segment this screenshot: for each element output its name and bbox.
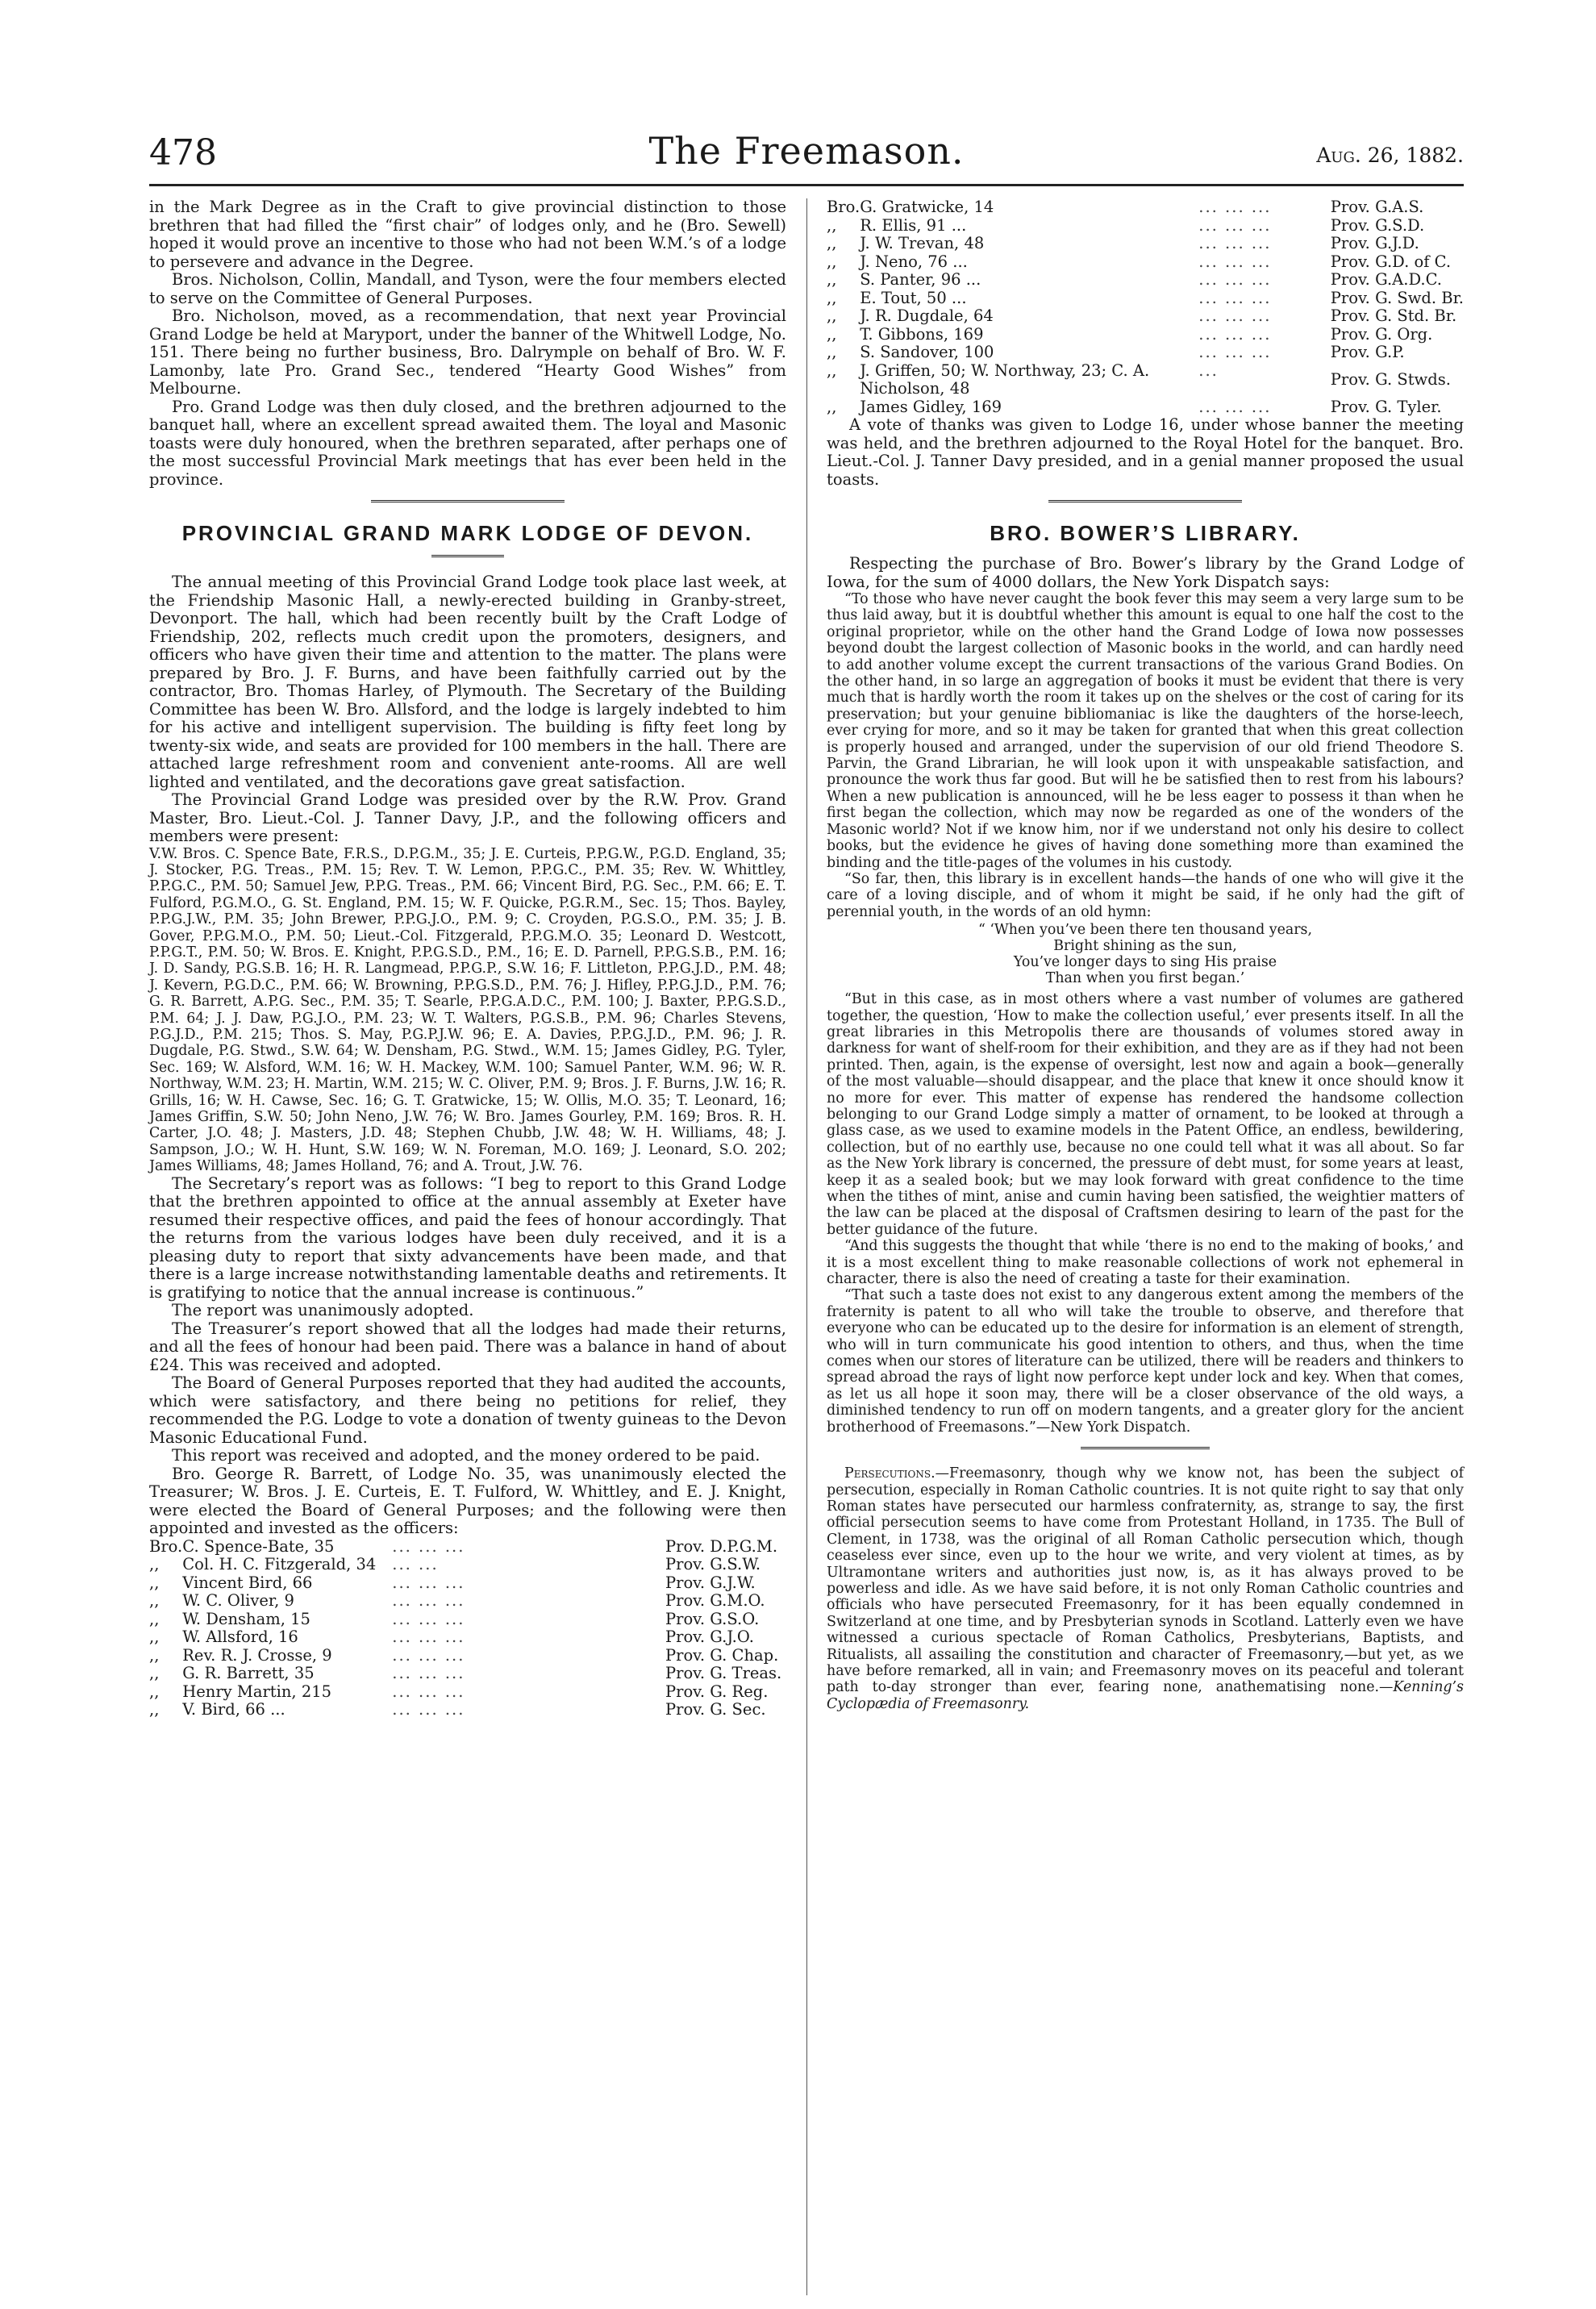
officer-rank: Prov. G.J.D. xyxy=(1330,234,1419,252)
leader-dots: ... ... ... xyxy=(1198,215,1272,235)
officer-prefix: ,, xyxy=(149,1609,160,1628)
officers-table-right xyxy=(827,198,1464,416)
officers-table-left xyxy=(149,1538,786,1719)
leader-dots: ... ... ... xyxy=(392,1645,465,1665)
leader-dots: ... ... ... xyxy=(1198,288,1272,307)
leader-dots: ... ... ... xyxy=(1198,306,1272,325)
officer-row xyxy=(149,1647,786,1665)
officer-rank: Prov. G.J.W. xyxy=(665,1573,756,1592)
persecutions-source: Kenning’s Cyclopædia of Freemasonry. xyxy=(827,1679,1464,1712)
persecutions-lead: Persecutions. xyxy=(844,1465,936,1482)
heading-underline xyxy=(431,555,504,561)
officer-rank: Prov. G.S.O. xyxy=(665,1609,760,1628)
report-adopted: The report was unanimously adopted. xyxy=(172,1301,474,1320)
officer-prefix: ,, xyxy=(827,252,837,271)
officer-row xyxy=(149,1611,786,1629)
officer-name: T. Gibbons, 169 xyxy=(860,324,984,344)
vote-of-thanks: A vote of thanks was given to Lodge 16, under whose banner the meeting was held, and the brethren adjourned to the Royal Hotel for the banquet. Bro. Lieut.-Col. J. Tanner Davy presided, and in a genial manner proposed the usual toasts. xyxy=(827,415,1464,489)
officer-prefix: ,, xyxy=(149,1645,160,1665)
officer-rank: Prov. G. Treas. xyxy=(665,1664,782,1683)
leader-dots: ... ... ... xyxy=(1198,234,1272,252)
officer-rank: Prov. G.J.O. xyxy=(665,1628,754,1647)
right-column xyxy=(827,198,1464,1712)
officer-prefix: Bro. xyxy=(149,1536,183,1556)
devon-paragraph-2: The Provincial Grand Lodge was presided over by the R.W. Prov. Grand Master, Bro. Lieut.-Col. J. Tanner Davy, J.P., and the following officers and members were present: xyxy=(149,790,786,845)
library-quote-4: “And this suggests the thought that while ‘there is no end to the making of books,’ and it is a most excellent thing to make reasonable collections of work not ephemeral in character, there is also the need of creating a taste for their examination. xyxy=(827,1238,1464,1288)
officer-prefix: ,, xyxy=(149,1700,160,1719)
section-separator xyxy=(371,500,565,506)
officer-name: E. Tout, 50 ... xyxy=(860,288,967,307)
officer-row xyxy=(149,1556,786,1574)
leader-dots: ... ... ... xyxy=(1198,397,1272,416)
page-number: 478 xyxy=(149,132,217,173)
officer-prefix: ,, xyxy=(149,1664,160,1683)
officer-row xyxy=(827,344,1464,362)
hymn-line: Than when you first began.’ xyxy=(1045,970,1245,987)
leader-dots: ... ... ... xyxy=(392,1536,465,1556)
officer-row xyxy=(149,1574,786,1593)
officer-name: Henry Martin, 215 xyxy=(182,1682,332,1701)
persecutions-text: —Freemasonry, though why we know not, has been the subject of persecution, especially in Roman Catholic countries. It is not quite right to say that only Roman states have persecuted our harmless confraternity, as, strange to say, the first official persecution seems to have come from Protestant Holland, in 1735. The Bull of Clement, in 1738, was the original of all Roman Catholic persecution which, though ceaseless ever since, even up to the hour we write, and very violent at times, as by Ultramontane writers and authorities just now, is, as it has always proved to be powerless and idle. As we have said before, it is not only Roman Catholic countries and officials who have persecuted Freemasonry, for it has been equally condemned in Switzerland at one time, and by Presbyterian synods in Scotland. Latterly even we have witnessed a curious spectacle of Roman Catholics, Presbyterians, Baptists, and Ritualists, all assailing the constitution and character of Freemasonry,—but yet, as we have before remarked, all in vain; and Freemasonry moves on its peaceful and tolerant path to-day stronger than ever, fearing none, anathematising none.— xyxy=(827,1465,1464,1696)
leader-dots: ... ... ... xyxy=(392,1682,465,1701)
devon-paragraph-1: The annual meeting of this Provincial Grand Lodge took place last week, at the Friendship Masonic Hall, a newly-erected building in Granby-street, Devonport. The hall, which had been recently built by the Craft Lodge of Friendship, 202, reflects much credit upon the promoters, designers, and officers who have given their time and attention to the matter. The plans were prepared by Bro. J. F. Burns, and have been faithfully carried out by the contractor, Bro. Thomas Harley, of Plymouth. The Secretary of the Building Committee has been W. Bro. Allsford, and the lodge is largely indebted to him for his active and intelligent supervision. The building is fifty feet long by twenty-six wide, and seats are provided for 100 members in the hall. There are attached large refreshment room and convenient ante-rooms. All are well lighted and ventilated, and the decorations gave great satisfaction. xyxy=(149,573,786,791)
officer-name: James Gidley, 169 xyxy=(860,397,1002,416)
leader-dots: ... ... ... xyxy=(1198,324,1272,344)
officer-row xyxy=(827,235,1464,253)
officer-row xyxy=(149,1665,786,1683)
officer-row xyxy=(827,362,1464,398)
leader-dots: ... ... ... xyxy=(392,1628,465,1647)
officer-row xyxy=(149,1538,786,1557)
officer-name: W. Densham, 15 xyxy=(182,1609,310,1628)
leader-dots: ... ... ... xyxy=(392,1591,465,1611)
officer-name: C. Spence-Bate, 35 xyxy=(182,1536,335,1556)
leader-dots: ... ... ... xyxy=(1198,252,1272,271)
officer-prefix: Bro. xyxy=(827,198,861,216)
hymn-verse xyxy=(827,922,1464,986)
officer-prefix: ,, xyxy=(827,270,837,289)
hymn-line: Bright shining as the sun, xyxy=(1053,938,1237,955)
issue-date: Aug. 26, 1882. xyxy=(1316,144,1464,167)
leader-dots: ... ... xyxy=(392,1555,439,1574)
officer-name: G. R. Barrett, 35 xyxy=(182,1664,315,1683)
officer-name: W. C. Oliver, 9 xyxy=(182,1591,294,1611)
members-present-list: V.W. Bros. C. Spence Bate, F.R.S., D.P.G.M., 35; J. E. Curteis, P.P.G.W., P.G.D. England, 35; J. Stocker, P.G. Treas., P.M. 15; Rev. T. W. Lemon, P.P.G.C., P.M. 35; Rev. W. Whittley, P.P.G.C., P.M. 50; Samuel Jew, P.P.G. Treas., P.M. 66; Vincent Bird, P.G. Sec., P.M. 66; E. T. Fulford, P.G.M.O., G. St. England, P.M. 15; W. F. Quicke, P.G.R.M., Sec. 15; Thos. Bayley, P.P.G.J.W., P.M. 35; John Brewer, P.P.G.J.O., P.M. 9; C. Croyden, P.G.S.O., P.M. 35; J. B. Gover, P.P.G.M.O., P.M. 50; Lieut.-Col. Fitzgerald, P.P.G.M.O. 35; Leonard D. Westcott, P.P.G.T., P.M. 50; W. Bros. E. Knight, P.P.G.S.D., P.M., 16; E. D. Parnell, P.P.G.S.B., P.M. 16; J. D. Sandy, P.G.S.B. 16; H. R. Langmead, P.P.G.P., S.W. 16; F. Littleton, P.P.G.J.D., P.M. 48; J. Kevern, P.G.D.C., P.M. 66; W. Browning, P.P.G.S.D., P.M. 76; J. Hifley, P.P.G.J.D., P.M. 76; G. R. Barrett, A.P.G. Sec., P.M. 35; T. Searle, P.P.G.A.D.C., P.M. 100; J. Baxter, P.P.G.S.D., P.M. 64; J. J. Daw, P.G.J.O., P.M. 23; W. T. Walters, P.G.S.B., P.M. 96; Charles Stevens, P.G.J.D., P.M. 215; Thos. S. May, P.G.P.J.W. 96; E. A. Davies, P.P.G.J.D., P.M. 96; J. R. Dugdale, P.G. Stwd., S.W. 64; W. Densham, P.G. Stwd., W.M. 15; James Gidley, P.G. Tyler, Sec. 169; W. Alsford, W.M. 16; W. H. Mackey, W.M. 100; Samuel Panter, W.M. 96; W. R. Northway, W.M. 23; H. Martin, W.M. 215; W. C. Oliver, P.M. 9; Bros. J. F. Burns, J.W. 16; R. Grills, 16; W. H. Cawse, Sec. 16; G. T. Gratwicke, 15; W. Ollis, M.O. 35; T. Leonard, 16; James Griffin, S.W. 50; John Neno, J.W. 76; W. Bro. James Gourley, P.M. 169; Bros. R. H. Carter, J.O. 48; J. Masters, J.D. 48; Stephen Chubb, J.W. 48; W. H. Williams, 48; J. Sampson, J.O.; W. H. Hunt, S.W. 169; W. N. Foreman, M.O. 169; J. Leonard, S.O. 202; James Williams, 48; James Holland, 76; and A. Trout, J.W. 76. xyxy=(149,845,786,1175)
devon-heading: PROVINCIAL GRAND MARK LODGE OF DEVON. xyxy=(181,521,754,545)
intro-paragraph-1: in the Mark Degree as in the Craft to give provincial distinction to those brethren that had filled the “first chair” of lodges only, and he (Bro. Sewell) hoped it would prove an incentive to those who had not been W.M.’s of a lodge to persevere and advance in the Degree. xyxy=(149,198,786,271)
leader-dots: ... ... ... xyxy=(392,1609,465,1628)
newspaper-page xyxy=(149,121,1464,2282)
officer-row xyxy=(827,326,1464,344)
officer-prefix: ,, xyxy=(149,1573,160,1592)
officer-rank: Prov. G.S.D. xyxy=(1330,215,1425,235)
column-divider xyxy=(806,198,807,2295)
officers-elected: Bro. George R. Barrett, of Lodge No. 35, was unanimously elected the Treasurer; W. Bros. J. E. Curteis, E. T. Fulford, W. Whittley, and E. J. Knight, were elected the Board of General Purposes; and the following were then appointed and invested as the officers: xyxy=(149,1464,786,1538)
officer-rank: Prov. G.P. xyxy=(1330,343,1405,361)
officer-rank: Prov. G.M.O. xyxy=(665,1591,765,1611)
officer-row xyxy=(149,1683,786,1702)
library-quote-2: “So far, then, this library is in excellent hands—the hands of one who will give it the care of a loving disciple, and of whom it might be said, if he only had the gift of perennial youth, in the words of an old hymn: xyxy=(827,870,1464,920)
leader-dots: ... xyxy=(1198,361,1219,380)
officer-row xyxy=(149,1628,786,1647)
officer-rank: Prov. G.D. of C. xyxy=(1330,252,1452,271)
officer-name: Col. H. C. Fitzgerald, 34 xyxy=(182,1555,377,1574)
officer-prefix: ,, xyxy=(827,215,837,235)
officer-row xyxy=(149,1701,786,1719)
officer-prefix: ,, xyxy=(827,361,837,380)
officer-rank: Prov. G. Std. Br. xyxy=(1330,306,1457,325)
report-received: This report was received and adopted, and the money ordered to be paid. xyxy=(172,1446,760,1465)
library-quote-1: “To those who have never caught the book fever this may seem a very large sum to be thus laid away, but it is doubtful whether this amount is equal to one half the cost to the original proprietor, while on the other hand the Grand Lodge of Iowa now possesses beyond doubt the largest collection of Masonic books in the world, and can hardly need to add another volume except the current transactions of the various Grand Bodies. On the other hand, in so large an aggregation of books it must be evident that there is very much that is hardly worth the room it takes up on the shelves or the cost of caring for its preservation; but your genuine bibliomaniac is like the daughters of the horse-leech, ever crying for more, and so it may be taken for granted that when this great collection is properly housed and arranged, under the supervision of our old friend Theodore S. Parvin, the Grand Librarian, he will look upon it with unspeakable satisfaction, and pronounce the work thus far good. But will he be satisfied then to rest from his labours? When a new publication is announced, will he be less eager to possess it than when he first began the collection, which may now be regarded as one of the wonders of the Masonic world? Not if we know him, nor if we understand not only his desire to collect books, but the evidence he gives of having done something more than examined the binding and the title-pages of the volumes in his custody. xyxy=(827,591,1464,871)
hymn-line: You’ve longer days to sing His praise xyxy=(1013,954,1277,971)
officer-name: S. Panter, 96 ... xyxy=(860,270,981,289)
intro-paragraph-2: Bros. Nicholson, Collin, Mandall, and Tyson, were the four members elected to serve on the Committee of General Purposes. xyxy=(149,270,786,307)
board-report: The Board of General Purposes reported that they had audited the accounts, which were satisfactory, and there being no petitions for relief, they recommended the P.G. Lodge to vote a donation of twenty guineas to the Devon Masonic Educational Fund. xyxy=(149,1373,786,1447)
library-heading: BRO. BOWER’S LIBRARY. xyxy=(990,521,1301,545)
officer-name: J. R. Dugdale, 64 xyxy=(860,306,994,325)
leader-dots: ... ... ... xyxy=(392,1573,465,1592)
officer-row xyxy=(827,198,1464,217)
intro-paragraph-3: Bro. Nicholson, moved, as a recommendation, that next year Provincial Grand Lodge be held at Maryport, under the banner of the Whitwell Lodge, No. 151. There being no further business, Bro. Dalrymple on behalf of Bro. W. F. Lamonby, late Pro. Grand Sec., tendered “Hearty Good Wishes” from Melbourne. xyxy=(149,306,786,398)
officer-prefix: ,, xyxy=(827,234,837,252)
leader-dots: ... ... ... xyxy=(392,1664,465,1683)
officer-rank: Prov. G. Tyler. xyxy=(1330,397,1442,416)
officer-row xyxy=(827,271,1464,290)
secretary-report: The Secretary’s report was as follows: “I beg to report to this Grand Lodge that the brethren appointed to office at the annual assembly at Exeter have resumed their respective offices, and paid the fees of honour accordingly. That the returns from the various lodges have been duly received, and it is a pleasing duty to report that sixty advancements have been made, and that there is a large increase notwithstanding lamentable deaths and retirements. It is gratifying to notice that the annual increase is continuous.” xyxy=(149,1173,786,1302)
treasurer-report: The Treasurer’s report showed that all the lodges had made their returns, and all the fees of honour had been paid. There was a balance in hand of about £24. This was received and adopted. xyxy=(149,1319,786,1374)
officer-row xyxy=(149,1592,786,1611)
library-quote-5: “That such a taste does not exist to any dangerous extent among the members of the fraternity is patent to all who will take the trouble to observe, and therefore that everyone who can be educated up to the desire for information is an element of strength, who will in turn communicate his good intention to others, and thus, when the time comes when our stores of literature can be utilized, there will be readers and thinkers to spread abroad the rays of light now perforce kept under lock and key. When that comes, as let us all hope it soon may, there will be a closer observance of the old ways, a diminished tendency to run off on modern tangents, and a greater glory for the ancient brotherhood of Freemasons.”—New York Dispatch. xyxy=(827,1287,1464,1436)
officer-prefix: ,, xyxy=(149,1591,160,1611)
officer-row xyxy=(827,398,1464,417)
officer-name: R. Ellis, 91 ... xyxy=(860,215,967,235)
library-quote-3: “But in this case, as in most others where a vast number of volumes are gathered together, the question, ‘How to make the collection useful,’ ever presents itself. In all the great libraries in this Metropolis there are thousands of volumes stored away in darkness for want of shelf-room for their exhibition, and they are as if they had not been printed. Then, again, is the expense of oversight, lest now and again a book—generally of the most valuable—should disappear, and the place that knew it once should know it no more for ever. This matter of expense has rendered the handsome collection belonging to our Grand Lodge simply a matter of ornament, to be looked at through a glass case, as we used to examine models in the Patent Office, an endless, bewildering, collection, but of no earthly use, because no one could tell what it was all about. So far as the New York library is concerned, the pressure of debt must, for some years at least, keep it as a sealed book; but we may look forward with great confidence to the time when the tithes of mint, anise and cumin having been satisfied, the weightier matters of the law can be placed at the disposal of Craftsmen desiring to learn of the past for the better guidance of the future. xyxy=(827,991,1464,1238)
masthead xyxy=(149,121,1464,185)
library-intro: Respecting the purchase of Bro. Bower’s library by the Grand Lodge of Iowa, for the sum of 4000 dollars, the New York Dispatch says: xyxy=(827,554,1464,591)
officer-name: J. Neno, 76 ... xyxy=(860,252,968,271)
officer-prefix: ,, xyxy=(827,324,837,344)
leader-dots: ... ... ... xyxy=(1198,270,1272,289)
officer-rank: Prov. G.A.D.C. xyxy=(1330,270,1443,289)
leader-dots: ... ... ... xyxy=(1198,343,1272,361)
officer-prefix: ,, xyxy=(827,397,837,416)
left-column xyxy=(149,198,786,1719)
officer-rank: Prov. D.P.G.M. xyxy=(665,1536,778,1556)
officer-name: W. Allsford, 16 xyxy=(182,1628,298,1647)
officer-name: J. W. Trevan, 48 xyxy=(860,234,985,252)
officer-rank: Prov. G. Org. xyxy=(1330,324,1433,344)
officer-rank: Prov. G. Reg. xyxy=(665,1682,769,1701)
masthead-rule xyxy=(149,184,1464,186)
officer-prefix: ,, xyxy=(827,343,837,361)
section-separator xyxy=(1048,500,1242,506)
officer-rank: Prov. G. Sec. xyxy=(665,1700,766,1719)
leader-dots: ... ... ... xyxy=(392,1700,465,1719)
officer-prefix: ,, xyxy=(149,1682,160,1701)
officer-name: Rev. R. J. Crosse, 9 xyxy=(182,1645,332,1665)
officer-row xyxy=(827,307,1464,326)
officer-name: S. Sandover, 100 xyxy=(860,343,994,361)
persecutions-paragraph xyxy=(827,1465,1464,1712)
hymn-line: “ ‘When you’ve been there ten thousand years, xyxy=(977,922,1313,939)
officer-row xyxy=(827,217,1464,235)
officer-rank: Prov. G.A.S. xyxy=(1330,198,1424,216)
officer-prefix: ,, xyxy=(827,306,837,325)
officer-prefix: ,, xyxy=(149,1628,160,1647)
officer-rank: Prov. G.S.W. xyxy=(665,1555,761,1574)
officer-prefix: ,, xyxy=(149,1555,160,1574)
intro-paragraph-4: Pro. Grand Lodge was then duly closed, and the brethren adjourned to the banquet hall, where an excellent spread awaited them. The loyal and Masonic toasts were duly honoured, when the brethren separated, after perhaps one of the most successful Provincial Mark meetings that has ever been held in the province. xyxy=(149,397,786,489)
newspaper-title: The Freemason. xyxy=(648,129,965,173)
officer-name: G. Gratwicke, 14 xyxy=(860,198,994,216)
leader-dots: ... ... ... xyxy=(1198,198,1272,216)
officer-rank: Prov. G. Chap. xyxy=(665,1645,779,1665)
officer-name: Vincent Bird, 66 xyxy=(182,1573,313,1592)
officer-row xyxy=(827,253,1464,272)
officer-prefix: ,, xyxy=(827,288,837,307)
officer-rank: Prov. G. Stwds. xyxy=(1330,369,1451,389)
section-separator xyxy=(1081,1447,1210,1453)
officer-rank: Prov. G. Swd. Br. xyxy=(1330,288,1464,307)
officer-name: V. Bird, 66 ... xyxy=(182,1700,285,1719)
officer-name: J. Griffen, 50; W. Northway, 23; C. A. Nicholson, 48 xyxy=(860,361,1150,398)
officer-row xyxy=(827,290,1464,308)
